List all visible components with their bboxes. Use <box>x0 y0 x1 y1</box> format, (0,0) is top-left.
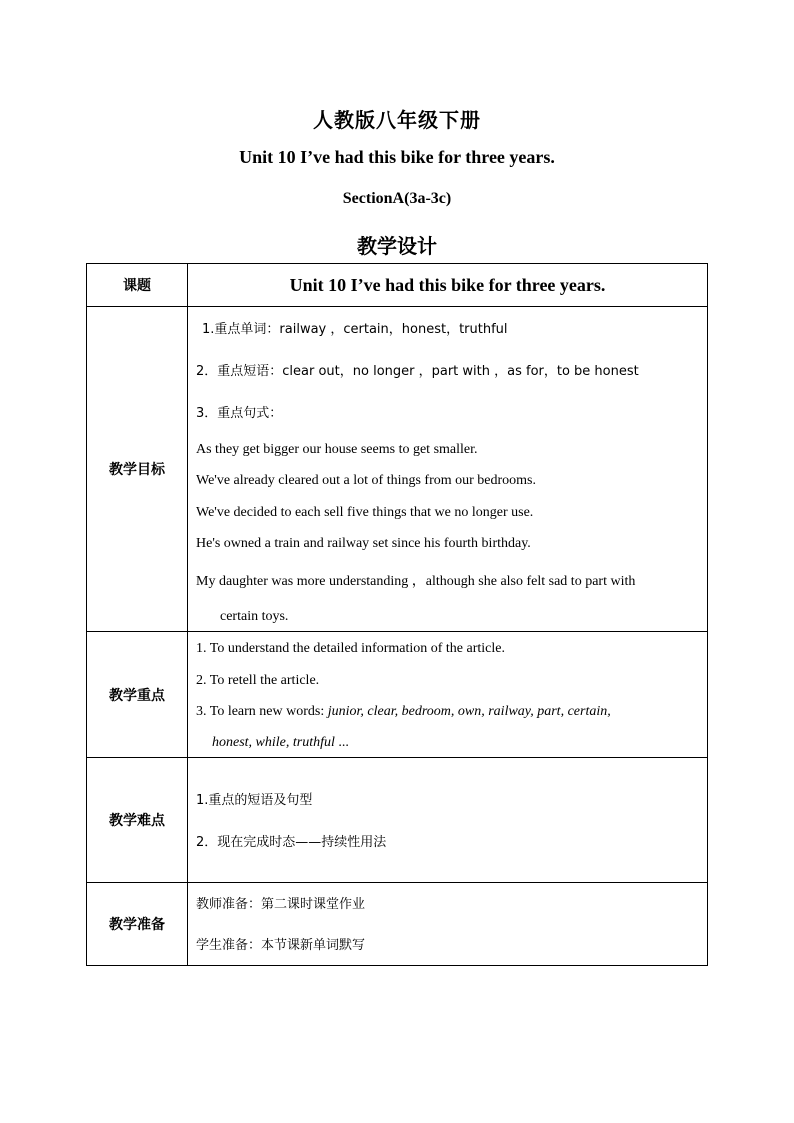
objective-sentence: We've already cleared out a lot of things from our bedrooms. <box>196 473 537 488</box>
difficult-point-line: 1.重点的短语及句型 <box>196 793 313 808</box>
difficult-points-row <box>87 758 707 883</box>
preparation-content <box>188 883 707 965</box>
preparation-line: 学生准备：本节课新单词默写 <box>196 938 366 953</box>
preparation-line: 教师准备：第二课时课堂作业 <box>196 897 366 912</box>
key-points-row <box>87 632 707 758</box>
new-words-list: junior, clear, bedroom, own, railway, part, certain, <box>327 704 611 719</box>
objective-line: 3．重点句式： <box>196 406 283 421</box>
preparation-label: 教学准备 <box>87 883 188 965</box>
difficult-points-content <box>188 758 707 882</box>
objectives-label: 教学目标 <box>87 307 188 631</box>
objectives-row <box>87 307 707 632</box>
objective-line: 2．重点短语：clear out，no longer ，part with ，as for，to be honest <box>196 364 639 379</box>
key-point-line: 1. To understand the detailed information of the article. <box>196 641 505 656</box>
objectives-content <box>188 307 707 631</box>
key-point-line: 2. To retell the article. <box>196 673 320 688</box>
difficult-point-line: 2．现在完成时态——持续性用法 <box>196 835 387 850</box>
topic-row <box>87 264 707 307</box>
section-title: SectionA(3a-3c) <box>342 190 452 207</box>
preparation-row <box>87 883 707 965</box>
key-point-line: 3. To learn new words: junior, clear, bedroom, own, railway, part, certain, <box>196 704 611 719</box>
objective-sentence: My daughter was more understanding ，although she also felt sad to part with <box>196 574 636 589</box>
topic-label: 课题 <box>87 264 188 306</box>
objective-line: 1.重点单词：railway ，certain，honest，truthful <box>202 322 508 337</box>
key-point-line: honest, while, truthful ... <box>212 735 349 750</box>
teaching-design-heading: 教学设计 <box>357 234 437 258</box>
topic-value: Unit 10 I’ve had this bike for three years. <box>289 274 606 295</box>
key-points-label: 教学重点 <box>87 632 188 757</box>
objective-sentence: certain toys. <box>220 609 289 624</box>
objective-sentence: As they get bigger our house seems to get smaller. <box>196 442 478 457</box>
unit-title: Unit 10 I’ve had this bike for three years. <box>239 147 555 167</box>
objective-sentence: He's owned a train and railway set since his fourth birthday. <box>196 536 531 551</box>
publisher-heading: 人教版八年级下册 <box>313 108 481 132</box>
objective-sentence: We've decided to each sell five things that we no longer use. <box>196 505 534 520</box>
key-points-content <box>188 632 707 757</box>
lesson-plan-table <box>86 263 708 966</box>
difficult-points-label: 教学难点 <box>87 758 188 882</box>
